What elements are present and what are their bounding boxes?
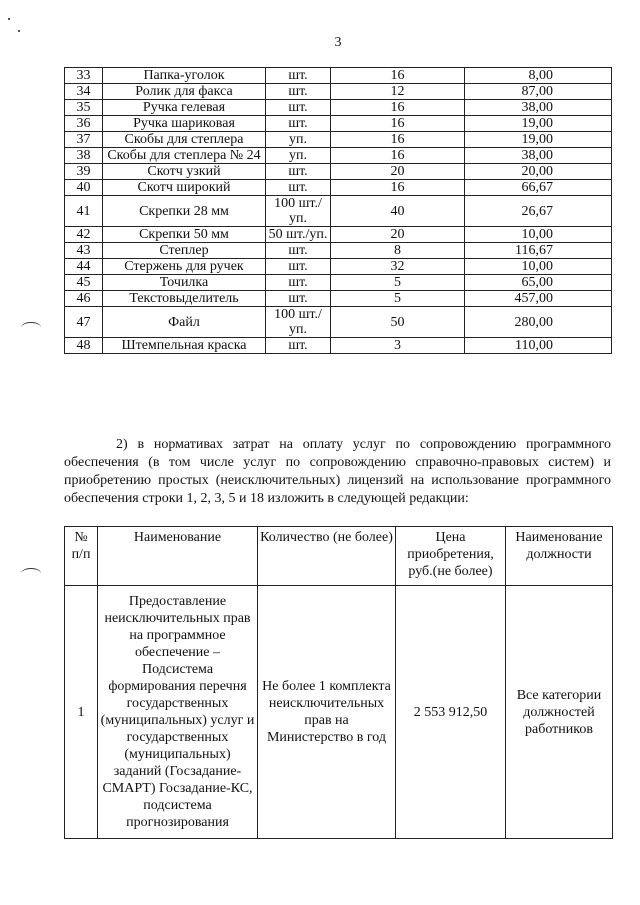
cell-price: 26,67	[465, 196, 612, 227]
cell-num: 40	[65, 180, 103, 196]
header-quantity: Количество (не более)	[258, 527, 396, 586]
cell-num: 42	[65, 227, 103, 243]
cell-num: 35	[65, 100, 103, 116]
cell-unit: шт.	[266, 259, 331, 275]
table-row	[65, 307, 612, 338]
cell-unit: шт.	[266, 68, 331, 84]
table-row	[65, 338, 612, 354]
table-row	[65, 68, 612, 84]
cell-name: Файл	[103, 307, 266, 338]
cell-unit: шт.	[266, 180, 331, 196]
cell-unit: шт.	[266, 84, 331, 100]
cell-unit: шт.	[266, 243, 331, 259]
table-row	[65, 164, 612, 180]
header-position: Наименование должности	[506, 527, 613, 586]
cell-num: 46	[65, 291, 103, 307]
cell-position: Все категории должностей работников	[506, 586, 613, 839]
cell-price: 116,67	[465, 243, 612, 259]
cell-name: Предоставление неисключительных прав на программное обеспечение – Подсистема формирования перечня государственных (муниципальных) услуг и государственных (муниципальных) заданий (Госзадание-СМАРТ) Госзадание-КС, подсистема прогнозирования	[98, 586, 258, 839]
cell-name: Скрепки 50 мм	[103, 227, 266, 243]
cell-num: 43	[65, 243, 103, 259]
cell-num: 41	[65, 196, 103, 227]
table-row	[65, 586, 613, 839]
cell-price: 87,00	[465, 84, 612, 100]
cell-unit: шт.	[266, 116, 331, 132]
software-norms-table	[64, 526, 613, 839]
cell-unit: шт.	[266, 338, 331, 354]
cell-name: Ручка гелевая	[103, 100, 266, 116]
table-row	[65, 243, 612, 259]
cell-qty: 16	[331, 100, 465, 116]
header-name: Наименование	[98, 527, 258, 586]
binder-hole-mark	[21, 568, 41, 579]
cell-unit: 50 шт./уп.	[266, 227, 331, 243]
cell-num: 1	[65, 586, 98, 839]
cell-price: 19,00	[465, 116, 612, 132]
table-row	[65, 84, 612, 100]
cell-unit: 100 шт./уп.	[266, 196, 331, 227]
amendment-paragraph: 2) в нормативах затрат на оплату услуг по сопровождению программного обеспечения (в том числе услуг по сопровождению справочно-правовых систем) и приобретению простых (неисключительных) лицензий на использование программного обеспечения строки 1, 2, 3, 5 и 18 изложить в следующей редакции:	[64, 437, 611, 506]
cell-name: Скобы для степлера	[103, 132, 266, 148]
table-row	[65, 196, 612, 227]
cell-num: 38	[65, 148, 103, 164]
page-number: 3	[334, 35, 342, 50]
cell-qty: 12	[331, 84, 465, 100]
cell-qty: 50	[331, 307, 465, 338]
cell-price: 110,00	[465, 338, 612, 354]
table-row	[65, 116, 612, 132]
cell-num: 37	[65, 132, 103, 148]
cell-num: 48	[65, 338, 103, 354]
cell-num: 33	[65, 68, 103, 84]
table-row	[65, 180, 612, 196]
table-header-row	[65, 527, 613, 586]
cell-price: 8,00	[465, 68, 612, 84]
cell-qty: 20	[331, 227, 465, 243]
cell-unit: шт.	[266, 291, 331, 307]
cell-qty: 32	[331, 259, 465, 275]
cell-qty: 20	[331, 164, 465, 180]
cell-qty: 5	[331, 275, 465, 291]
table-row	[65, 148, 612, 164]
table-row	[65, 259, 612, 275]
cell-unit: шт.	[266, 164, 331, 180]
cell-price: 280,00	[465, 307, 612, 338]
cell-name: Текстовыделитель	[103, 291, 266, 307]
cell-price: 20,00	[465, 164, 612, 180]
cell-qty: 8	[331, 243, 465, 259]
table-row	[65, 291, 612, 307]
cell-num: 39	[65, 164, 103, 180]
cell-name: Точилка	[103, 275, 266, 291]
cell-name: Скотч широкий	[103, 180, 266, 196]
cell-price: 19,00	[465, 132, 612, 148]
table-row	[65, 132, 612, 148]
cell-name: Степлер	[103, 243, 266, 259]
cell-unit: уп.	[266, 148, 331, 164]
scan-speck	[8, 18, 10, 20]
cell-name: Скрепки 28 мм	[103, 196, 266, 227]
cell-name: Ручка шариковая	[103, 116, 266, 132]
cell-qty: 16	[331, 148, 465, 164]
cell-qty: 16	[331, 132, 465, 148]
supplies-table	[64, 67, 612, 354]
cell-price: 38,00	[465, 100, 612, 116]
cell-num: 36	[65, 116, 103, 132]
header-num: № п/п	[65, 527, 98, 586]
cell-unit: 100 шт./уп.	[266, 307, 331, 338]
cell-price: 10,00	[465, 227, 612, 243]
cell-qty: 5	[331, 291, 465, 307]
cell-qty: 3	[331, 338, 465, 354]
cell-qty: 16	[331, 116, 465, 132]
binder-hole-mark	[21, 322, 41, 333]
cell-name: Стержень для ручек	[103, 259, 266, 275]
cell-price: 457,00	[465, 291, 612, 307]
cell-qty: 16	[331, 180, 465, 196]
cell-num: 44	[65, 259, 103, 275]
cell-num: 47	[65, 307, 103, 338]
cell-price: 65,00	[465, 275, 612, 291]
cell-unit: уп.	[266, 132, 331, 148]
cell-name: Ролик для факса	[103, 84, 266, 100]
cell-quantity: Не более 1 комплекта неисключительных прав на Министерство в год	[258, 586, 396, 839]
cell-num: 45	[65, 275, 103, 291]
cell-unit: шт.	[266, 100, 331, 116]
cell-name: Скобы для степлера № 24	[103, 148, 266, 164]
cell-qty: 16	[331, 68, 465, 84]
table-row	[65, 227, 612, 243]
cell-qty: 40	[331, 196, 465, 227]
table-row	[65, 275, 612, 291]
cell-unit: шт.	[266, 275, 331, 291]
cell-name: Штемпельная краска	[103, 338, 266, 354]
cell-name: Папка-уголок	[103, 68, 266, 84]
table-row	[65, 100, 612, 116]
cell-price: 10,00	[465, 259, 612, 275]
header-price: Цена приобретения, руб.(не более)	[396, 527, 506, 586]
cell-price: 66,67	[465, 180, 612, 196]
cell-price: 38,00	[465, 148, 612, 164]
cell-price: 2 553 912,50	[396, 586, 506, 839]
scan-speck	[18, 30, 20, 32]
cell-num: 34	[65, 84, 103, 100]
cell-name: Скотч узкий	[103, 164, 266, 180]
